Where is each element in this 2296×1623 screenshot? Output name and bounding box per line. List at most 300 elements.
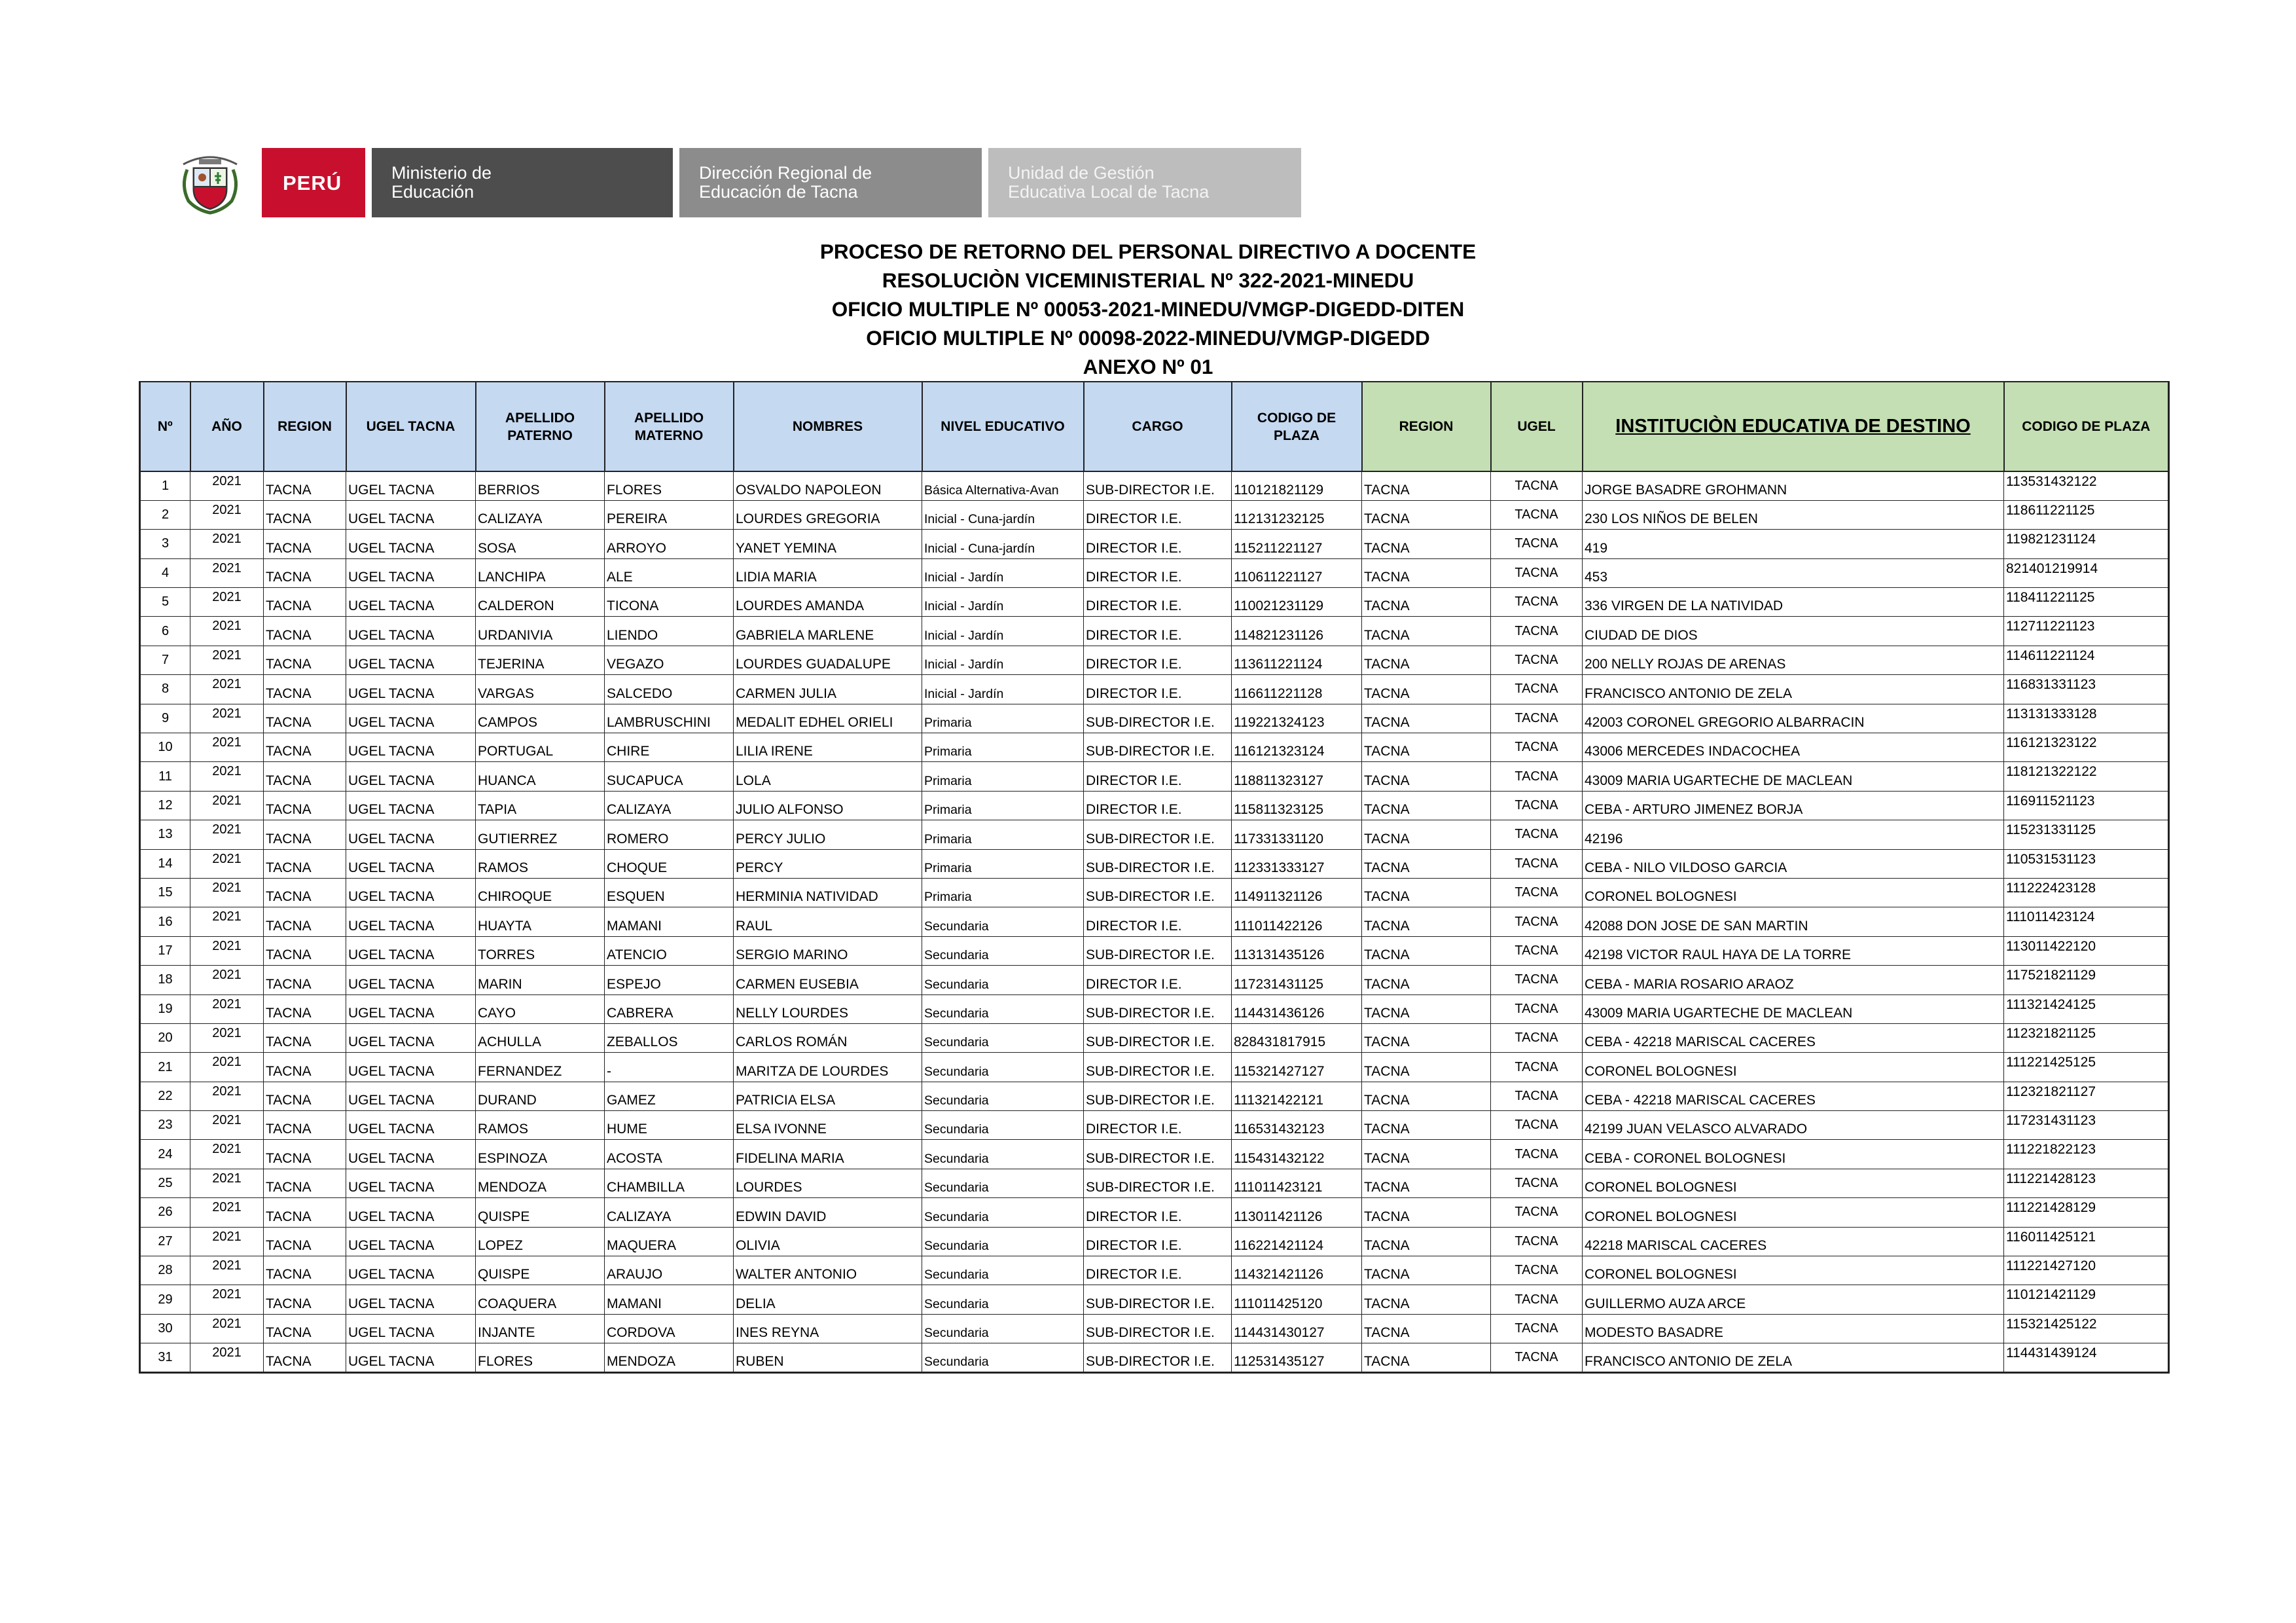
cell-ugel-destino: TACNA bbox=[1491, 1169, 1583, 1197]
cell-anio: 2021 bbox=[190, 500, 264, 529]
cell-nivel-educativo: Secundaria bbox=[922, 1169, 1084, 1197]
cell-region-destino: TACNA bbox=[1362, 936, 1491, 965]
cell-nivel-educativo: Secundaria bbox=[922, 1227, 1084, 1256]
cell-apellido-paterno: CHIROQUE bbox=[476, 878, 605, 907]
col-header-codigo-plaza-origen: CODIGO DE PLAZA bbox=[1232, 382, 1362, 471]
cell-nombres: JULIO ALFONSO bbox=[734, 791, 922, 820]
cell-institucion-destino: 43009 MARIA UGARTECHE DE MACLEAN bbox=[1583, 994, 2004, 1023]
cell-numero: 7 bbox=[140, 646, 190, 674]
cell-anio: 2021 bbox=[190, 1082, 264, 1110]
cell-cargo: DIRECTOR I.E. bbox=[1084, 1198, 1232, 1227]
cell-nombres: LOURDES AMANDA bbox=[734, 588, 922, 617]
cell-codigo-plaza-destino: 116121323122 bbox=[2004, 733, 2169, 762]
dre-brand-block bbox=[679, 148, 982, 217]
cell-nombres: LIDIA MARIA bbox=[734, 558, 922, 587]
cell-region: TACNA bbox=[264, 1198, 346, 1227]
table-row bbox=[140, 1111, 2169, 1140]
cell-ugel-destino: TACNA bbox=[1491, 849, 1583, 878]
cell-apellido-paterno: QUISPE bbox=[476, 1198, 605, 1227]
cell-nivel-educativo: Secundaria bbox=[922, 1256, 1084, 1285]
cell-region-destino: TACNA bbox=[1362, 1314, 1491, 1343]
cell-codigo-plaza-origen: 111011425120 bbox=[1232, 1285, 1362, 1314]
cell-nombres: PERCY bbox=[734, 849, 922, 878]
cell-ugel: UGEL TACNA bbox=[346, 1023, 476, 1052]
minedu-line2: Educación bbox=[391, 182, 475, 202]
cell-nombres: NELLY LOURDES bbox=[734, 994, 922, 1023]
cell-region-destino: TACNA bbox=[1362, 530, 1491, 558]
cell-anio: 2021 bbox=[190, 1343, 264, 1372]
cell-codigo-plaza-origen: 116121323124 bbox=[1232, 733, 1362, 762]
cell-apellido-materno: LIENDO bbox=[605, 617, 734, 646]
cell-codigo-plaza-origen: 112331333127 bbox=[1232, 849, 1362, 878]
table-row bbox=[140, 878, 2169, 907]
dre-line1: Dirección Regional de bbox=[699, 163, 872, 183]
cell-anio: 2021 bbox=[190, 820, 264, 849]
cell-codigo-plaza-destino: 119821231124 bbox=[2004, 530, 2169, 558]
cell-cargo: SUB-DIRECTOR I.E. bbox=[1084, 1053, 1232, 1082]
cell-ugel-destino: TACNA bbox=[1491, 762, 1583, 791]
header-logo-strip bbox=[169, 148, 1301, 217]
cell-nivel-educativo: Primaria bbox=[922, 791, 1084, 820]
cell-codigo-plaza-origen: 113011421126 bbox=[1232, 1198, 1362, 1227]
cell-apellido-paterno: URDANIVIA bbox=[476, 617, 605, 646]
cell-codigo-plaza-destino: 111011423124 bbox=[2004, 907, 2169, 936]
cell-region-destino: TACNA bbox=[1362, 1343, 1491, 1372]
table-row bbox=[140, 936, 2169, 965]
cell-cargo: DIRECTOR I.E. bbox=[1084, 791, 1232, 820]
cell-codigo-plaza-destino: 111221428129 bbox=[2004, 1198, 2169, 1227]
cell-ugel: UGEL TACNA bbox=[346, 1314, 476, 1343]
cell-cargo: SUB-DIRECTOR I.E. bbox=[1084, 1343, 1232, 1372]
cell-anio: 2021 bbox=[190, 1111, 264, 1140]
cell-nombres: CARLOS ROMÁN bbox=[734, 1023, 922, 1052]
cell-ugel: UGEL TACNA bbox=[346, 1111, 476, 1140]
cell-ugel: UGEL TACNA bbox=[346, 704, 476, 733]
cell-nivel-educativo: Secundaria bbox=[922, 1053, 1084, 1082]
cell-nombres: LOURDES bbox=[734, 1169, 922, 1197]
cell-apellido-materno: CHOQUE bbox=[605, 849, 734, 878]
cell-numero: 17 bbox=[140, 936, 190, 965]
cell-numero: 18 bbox=[140, 966, 190, 994]
table-header-row bbox=[140, 382, 2169, 471]
cell-region: TACNA bbox=[264, 675, 346, 704]
cell-numero: 27 bbox=[140, 1227, 190, 1256]
cell-apellido-materno: PEREIRA bbox=[605, 500, 734, 529]
cell-nivel-educativo: Secundaria bbox=[922, 936, 1084, 965]
cell-codigo-plaza-origen: 115811323125 bbox=[1232, 791, 1362, 820]
table-row bbox=[140, 675, 2169, 704]
cell-anio: 2021 bbox=[190, 849, 264, 878]
cell-nombres: HERMINIA NATIVIDAD bbox=[734, 878, 922, 907]
cell-region-destino: TACNA bbox=[1362, 733, 1491, 762]
cell-nombres: EDWIN DAVID bbox=[734, 1198, 922, 1227]
cell-ugel-destino: TACNA bbox=[1491, 1227, 1583, 1256]
cell-region-destino: TACNA bbox=[1362, 1140, 1491, 1169]
table-row bbox=[140, 1082, 2169, 1110]
cell-anio: 2021 bbox=[190, 558, 264, 587]
cell-institucion-destino: JORGE BASADRE GROHMANN bbox=[1583, 471, 2004, 500]
cell-ugel-destino: TACNA bbox=[1491, 1256, 1583, 1285]
title-anexo: ANEXO Nº 01 bbox=[1083, 355, 1213, 378]
personnel-table bbox=[139, 381, 2170, 1374]
cell-region: TACNA bbox=[264, 1053, 346, 1082]
cell-apellido-materno: CORDOVA bbox=[605, 1314, 734, 1343]
table-row bbox=[140, 558, 2169, 587]
cell-apellido-paterno: PORTUGAL bbox=[476, 733, 605, 762]
cell-apellido-materno: CHIRE bbox=[605, 733, 734, 762]
cell-ugel: UGEL TACNA bbox=[346, 1285, 476, 1314]
cell-ugel-destino: TACNA bbox=[1491, 1140, 1583, 1169]
cell-codigo-plaza-destino: 117231431123 bbox=[2004, 1111, 2169, 1140]
cell-ugel-destino: TACNA bbox=[1491, 791, 1583, 820]
cell-numero: 11 bbox=[140, 762, 190, 791]
cell-nivel-educativo: Inicial - Jardín bbox=[922, 675, 1084, 704]
col-header-ugel-tacna: UGEL TACNA bbox=[346, 382, 476, 471]
cell-codigo-plaza-origen: 114911321126 bbox=[1232, 878, 1362, 907]
cell-region: TACNA bbox=[264, 936, 346, 965]
cell-region: TACNA bbox=[264, 878, 346, 907]
cell-codigo-plaza-origen: 115211221127 bbox=[1232, 530, 1362, 558]
cell-apellido-materno: CALIZAYA bbox=[605, 1198, 734, 1227]
cell-nivel-educativo: Secundaria bbox=[922, 994, 1084, 1023]
minedu-brand-block bbox=[372, 148, 673, 217]
cell-anio: 2021 bbox=[190, 762, 264, 791]
cell-codigo-plaza-origen: 112131232125 bbox=[1232, 500, 1362, 529]
cell-codigo-plaza-origen: 115431432122 bbox=[1232, 1140, 1362, 1169]
cell-ugel-destino: TACNA bbox=[1491, 820, 1583, 849]
cell-anio: 2021 bbox=[190, 966, 264, 994]
table-row bbox=[140, 1169, 2169, 1197]
cell-nombres: DELIA bbox=[734, 1285, 922, 1314]
cell-cargo: SUB-DIRECTOR I.E. bbox=[1084, 733, 1232, 762]
cell-codigo-plaza-origen: 110611221127 bbox=[1232, 558, 1362, 587]
cell-region-destino: TACNA bbox=[1362, 907, 1491, 936]
table-row bbox=[140, 1227, 2169, 1256]
cell-ugel: UGEL TACNA bbox=[346, 878, 476, 907]
cell-apellido-paterno: HUANCA bbox=[476, 762, 605, 791]
cell-nivel-educativo: Primaria bbox=[922, 733, 1084, 762]
col-header-codigo-plaza-destino: CODIGO DE PLAZA bbox=[2004, 382, 2169, 471]
cell-nivel-educativo: Secundaria bbox=[922, 907, 1084, 936]
cell-apellido-materno: MENDOZA bbox=[605, 1343, 734, 1372]
cell-region: TACNA bbox=[264, 907, 346, 936]
cell-region-destino: TACNA bbox=[1362, 1023, 1491, 1052]
cell-cargo: DIRECTOR I.E. bbox=[1084, 907, 1232, 936]
cell-ugel: UGEL TACNA bbox=[346, 1082, 476, 1110]
cell-ugel: UGEL TACNA bbox=[346, 762, 476, 791]
table-row bbox=[140, 1140, 2169, 1169]
cell-cargo: SUB-DIRECTOR I.E. bbox=[1084, 820, 1232, 849]
cell-region: TACNA bbox=[264, 762, 346, 791]
cell-cargo: SUB-DIRECTOR I.E. bbox=[1084, 471, 1232, 500]
col-header-nivel-educativo: NIVEL EDUCATIVO bbox=[922, 382, 1084, 471]
cell-institucion-destino: 42003 CORONEL GREGORIO ALBARRACIN bbox=[1583, 704, 2004, 733]
cell-region: TACNA bbox=[264, 704, 346, 733]
table-row bbox=[140, 617, 2169, 646]
cell-codigo-plaza-origen: 119221324123 bbox=[1232, 704, 1362, 733]
col-header-numero: Nº bbox=[140, 382, 190, 471]
table-row bbox=[140, 791, 2169, 820]
cell-cargo: DIRECTOR I.E. bbox=[1084, 1227, 1232, 1256]
cell-region-destino: TACNA bbox=[1362, 762, 1491, 791]
cell-region-destino: TACNA bbox=[1362, 849, 1491, 878]
cell-ugel-destino: TACNA bbox=[1491, 530, 1583, 558]
cell-nivel-educativo: Secundaria bbox=[922, 1343, 1084, 1372]
cell-numero: 24 bbox=[140, 1140, 190, 1169]
cell-apellido-materno: ESPEJO bbox=[605, 966, 734, 994]
cell-codigo-plaza-origen: 114821231126 bbox=[1232, 617, 1362, 646]
cell-anio: 2021 bbox=[190, 1256, 264, 1285]
cell-institucion-destino: 42218 MARISCAL CACERES bbox=[1583, 1227, 2004, 1256]
cell-ugel: UGEL TACNA bbox=[346, 994, 476, 1023]
cell-region-destino: TACNA bbox=[1362, 1256, 1491, 1285]
cell-anio: 2021 bbox=[190, 1314, 264, 1343]
cell-apellido-materno: GAMEZ bbox=[605, 1082, 734, 1110]
cell-region-destino: TACNA bbox=[1362, 588, 1491, 617]
cell-ugel-destino: TACNA bbox=[1491, 558, 1583, 587]
cell-region: TACNA bbox=[264, 646, 346, 674]
cell-ugel-destino: TACNA bbox=[1491, 704, 1583, 733]
cell-codigo-plaza-destino: 117521821129 bbox=[2004, 966, 2169, 994]
cell-numero: 9 bbox=[140, 704, 190, 733]
cell-nombres: RUBEN bbox=[734, 1343, 922, 1372]
cell-ugel-destino: TACNA bbox=[1491, 994, 1583, 1023]
cell-institucion-destino: 43009 MARIA UGARTECHE DE MACLEAN bbox=[1583, 762, 2004, 791]
cell-apellido-materno: CALIZAYA bbox=[605, 791, 734, 820]
cell-codigo-plaza-origen: 115321427127 bbox=[1232, 1053, 1362, 1082]
cell-numero: 14 bbox=[140, 849, 190, 878]
cell-apellido-paterno: CAMPOS bbox=[476, 704, 605, 733]
cell-codigo-plaza-destino: 111221427120 bbox=[2004, 1256, 2169, 1285]
cell-codigo-plaza-destino: 113531432122 bbox=[2004, 471, 2169, 500]
cell-region-destino: TACNA bbox=[1362, 1198, 1491, 1227]
cell-codigo-plaza-destino: 112321821127 bbox=[2004, 1082, 2169, 1110]
cell-nombres: OLIVIA bbox=[734, 1227, 922, 1256]
table-row bbox=[140, 500, 2169, 529]
cell-codigo-plaza-destino: 111321424125 bbox=[2004, 994, 2169, 1023]
cell-anio: 2021 bbox=[190, 588, 264, 617]
cell-institucion-destino: CEBA - 42218 MARISCAL CACERES bbox=[1583, 1082, 2004, 1110]
col-header-region-destino: REGION bbox=[1362, 382, 1491, 471]
cell-ugel-destino: TACNA bbox=[1491, 1023, 1583, 1052]
col-header-institucion-destino: INSTITUCIÒN EDUCATIVA DE DESTINO bbox=[1583, 382, 2004, 471]
col-header-apellido-paterno: APELLIDO PATERNO bbox=[476, 382, 605, 471]
cell-apellido-paterno: FERNANDEZ bbox=[476, 1053, 605, 1082]
cell-ugel: UGEL TACNA bbox=[346, 820, 476, 849]
cell-ugel-destino: TACNA bbox=[1491, 1314, 1583, 1343]
cell-institucion-destino: 42199 JUAN VELASCO ALVARADO bbox=[1583, 1111, 2004, 1140]
cell-ugel-destino: TACNA bbox=[1491, 936, 1583, 965]
cell-nombres: WALTER ANTONIO bbox=[734, 1256, 922, 1285]
cell-apellido-materno: ESQUEN bbox=[605, 878, 734, 907]
cell-ugel: UGEL TACNA bbox=[346, 500, 476, 529]
cell-institucion-destino: 42088 DON JOSE DE SAN MARTIN bbox=[1583, 907, 2004, 936]
cell-anio: 2021 bbox=[190, 791, 264, 820]
cell-region: TACNA bbox=[264, 1023, 346, 1052]
minedu-line1: Ministerio de bbox=[391, 163, 492, 183]
cell-region: TACNA bbox=[264, 1169, 346, 1197]
cell-nombres: YANET YEMINA bbox=[734, 530, 922, 558]
cell-ugel-destino: TACNA bbox=[1491, 1285, 1583, 1314]
cell-nivel-educativo: Secundaria bbox=[922, 1111, 1084, 1140]
cell-apellido-paterno: ESPINOZA bbox=[476, 1140, 605, 1169]
cell-ugel: UGEL TACNA bbox=[346, 588, 476, 617]
cell-nivel-educativo: Inicial - Cuna-jardín bbox=[922, 500, 1084, 529]
cell-region: TACNA bbox=[264, 588, 346, 617]
table-row bbox=[140, 733, 2169, 762]
cell-region: TACNA bbox=[264, 994, 346, 1023]
cell-codigo-plaza-destino: 112711221123 bbox=[2004, 617, 2169, 646]
cell-nivel-educativo: Inicial - Jardín bbox=[922, 558, 1084, 587]
table-row bbox=[140, 966, 2169, 994]
cell-numero: 30 bbox=[140, 1314, 190, 1343]
cell-cargo: DIRECTOR I.E. bbox=[1084, 762, 1232, 791]
cell-institucion-destino: GUILLERMO AUZA ARCE bbox=[1583, 1285, 2004, 1314]
cell-institucion-destino: 230 LOS NIÑOS DE BELEN bbox=[1583, 500, 2004, 529]
cell-region: TACNA bbox=[264, 1343, 346, 1372]
cell-nombres: GABRIELA MARLENE bbox=[734, 617, 922, 646]
cell-nombres: LOLA bbox=[734, 762, 922, 791]
cell-ugel-destino: TACNA bbox=[1491, 878, 1583, 907]
col-header-nombres: NOMBRES bbox=[734, 382, 922, 471]
cell-ugel: UGEL TACNA bbox=[346, 1140, 476, 1169]
cell-numero: 20 bbox=[140, 1023, 190, 1052]
cell-nivel-educativo: Básica Alternativa-Avan bbox=[922, 471, 1084, 500]
cell-apellido-paterno: CALDERON bbox=[476, 588, 605, 617]
cell-institucion-destino: 200 NELLY ROJAS DE ARENAS bbox=[1583, 646, 2004, 674]
cell-codigo-plaza-destino: 116911521123 bbox=[2004, 791, 2169, 820]
cell-region: TACNA bbox=[264, 966, 346, 994]
cell-numero: 29 bbox=[140, 1285, 190, 1314]
table-body bbox=[140, 471, 2169, 1372]
cell-ugel: UGEL TACNA bbox=[346, 617, 476, 646]
cell-region-destino: TACNA bbox=[1362, 1111, 1491, 1140]
cell-cargo: DIRECTOR I.E. bbox=[1084, 966, 1232, 994]
cell-ugel: UGEL TACNA bbox=[346, 791, 476, 820]
cell-region: TACNA bbox=[264, 820, 346, 849]
cell-apellido-materno: ARAUJO bbox=[605, 1256, 734, 1285]
cell-numero: 22 bbox=[140, 1082, 190, 1110]
cell-institucion-destino: CORONEL BOLOGNESI bbox=[1583, 1169, 2004, 1197]
cell-codigo-plaza-destino: 118611221125 bbox=[2004, 500, 2169, 529]
ugel-line2: Educativa Local de Tacna bbox=[1008, 182, 1210, 202]
cell-apellido-paterno: CAYO bbox=[476, 994, 605, 1023]
cell-apellido-materno: SALCEDO bbox=[605, 675, 734, 704]
cell-codigo-plaza-origen: 116611221128 bbox=[1232, 675, 1362, 704]
cell-institucion-destino: 453 bbox=[1583, 558, 2004, 587]
cell-nivel-educativo: Secundaria bbox=[922, 1198, 1084, 1227]
cell-numero: 3 bbox=[140, 530, 190, 558]
cell-ugel: UGEL TACNA bbox=[346, 1053, 476, 1082]
cell-nombres: LOURDES GREGORIA bbox=[734, 500, 922, 529]
col-header-ugel-destino: UGEL bbox=[1491, 382, 1583, 471]
cell-nivel-educativo: Secundaria bbox=[922, 1314, 1084, 1343]
cell-ugel-destino: TACNA bbox=[1491, 1111, 1583, 1140]
cell-nivel-educativo: Secundaria bbox=[922, 1023, 1084, 1052]
cell-region: TACNA bbox=[264, 849, 346, 878]
title-oficio-00098: OFICIO MULTIPLE Nº 00098-2022-MINEDU/VMGP-DIGEDD bbox=[866, 326, 1430, 350]
cell-ugel-destino: TACNA bbox=[1491, 1198, 1583, 1227]
cell-apellido-paterno: FLORES bbox=[476, 1343, 605, 1372]
cell-region-destino: TACNA bbox=[1362, 1285, 1491, 1314]
cell-anio: 2021 bbox=[190, 675, 264, 704]
cell-codigo-plaza-destino: 112321821125 bbox=[2004, 1023, 2169, 1052]
cell-codigo-plaza-destino: 113011422120 bbox=[2004, 936, 2169, 965]
cell-apellido-paterno: CALIZAYA bbox=[476, 500, 605, 529]
cell-anio: 2021 bbox=[190, 733, 264, 762]
cell-cargo: SUB-DIRECTOR I.E. bbox=[1084, 994, 1232, 1023]
cell-apellido-paterno: ACHULLA bbox=[476, 1023, 605, 1052]
cell-apellido-paterno: DURAND bbox=[476, 1082, 605, 1110]
cell-codigo-plaza-origen: 828431817915 bbox=[1232, 1023, 1362, 1052]
cell-numero: 6 bbox=[140, 617, 190, 646]
cell-region-destino: TACNA bbox=[1362, 878, 1491, 907]
cell-anio: 2021 bbox=[190, 1198, 264, 1227]
cell-apellido-materno: SUCAPUCA bbox=[605, 762, 734, 791]
cell-numero: 13 bbox=[140, 820, 190, 849]
table-row bbox=[140, 1023, 2169, 1052]
cell-numero: 26 bbox=[140, 1198, 190, 1227]
cell-region-destino: TACNA bbox=[1362, 704, 1491, 733]
cell-cargo: SUB-DIRECTOR I.E. bbox=[1084, 1169, 1232, 1197]
table-row bbox=[140, 1256, 2169, 1285]
cell-codigo-plaza-destino: 111222423128 bbox=[2004, 878, 2169, 907]
cell-apellido-materno: CHAMBILLA bbox=[605, 1169, 734, 1197]
cell-numero: 8 bbox=[140, 675, 190, 704]
cell-anio: 2021 bbox=[190, 1140, 264, 1169]
cell-nombres: FIDELINA MARIA bbox=[734, 1140, 922, 1169]
cell-numero: 28 bbox=[140, 1256, 190, 1285]
cell-region-destino: TACNA bbox=[1362, 617, 1491, 646]
cell-ugel: UGEL TACNA bbox=[346, 849, 476, 878]
cell-codigo-plaza-destino: 118411221125 bbox=[2004, 588, 2169, 617]
cell-institucion-destino: CORONEL BOLOGNESI bbox=[1583, 1053, 2004, 1082]
cell-institucion-destino: CEBA - CORONEL BOLOGNESI bbox=[1583, 1140, 2004, 1169]
cell-numero: 25 bbox=[140, 1169, 190, 1197]
cell-anio: 2021 bbox=[190, 936, 264, 965]
cell-nivel-educativo: Secundaria bbox=[922, 1140, 1084, 1169]
cell-ugel: UGEL TACNA bbox=[346, 530, 476, 558]
table-row bbox=[140, 704, 2169, 733]
cell-ugel: UGEL TACNA bbox=[346, 558, 476, 587]
cell-cargo: DIRECTOR I.E. bbox=[1084, 646, 1232, 674]
cell-cargo: DIRECTOR I.E. bbox=[1084, 500, 1232, 529]
cell-ugel-destino: TACNA bbox=[1491, 471, 1583, 500]
dre-line2: Educación de Tacna bbox=[699, 182, 858, 202]
cell-nombres: PATRICIA ELSA bbox=[734, 1082, 922, 1110]
cell-cargo: DIRECTOR I.E. bbox=[1084, 617, 1232, 646]
cell-apellido-paterno: RAMOS bbox=[476, 1111, 605, 1140]
cell-cargo: DIRECTOR I.E. bbox=[1084, 1111, 1232, 1140]
cell-institucion-destino: CEBA - 42218 MARISCAL CACERES bbox=[1583, 1023, 2004, 1052]
cell-apellido-paterno: LOPEZ bbox=[476, 1227, 605, 1256]
cell-cargo: SUB-DIRECTOR I.E. bbox=[1084, 704, 1232, 733]
cell-nombres: LOURDES GUADALUPE bbox=[734, 646, 922, 674]
cell-codigo-plaza-origen: 113611221124 bbox=[1232, 646, 1362, 674]
cell-region: TACNA bbox=[264, 1140, 346, 1169]
cell-anio: 2021 bbox=[190, 907, 264, 936]
cell-numero: 2 bbox=[140, 500, 190, 529]
cell-region-destino: TACNA bbox=[1362, 791, 1491, 820]
cell-anio: 2021 bbox=[190, 1285, 264, 1314]
cell-anio: 2021 bbox=[190, 994, 264, 1023]
cell-numero: 1 bbox=[140, 471, 190, 500]
cell-numero: 21 bbox=[140, 1053, 190, 1082]
cell-apellido-materno: FLORES bbox=[605, 471, 734, 500]
cell-codigo-plaza-destino: 116011425121 bbox=[2004, 1227, 2169, 1256]
cell-numero: 15 bbox=[140, 878, 190, 907]
cell-institucion-destino: 419 bbox=[1583, 530, 2004, 558]
